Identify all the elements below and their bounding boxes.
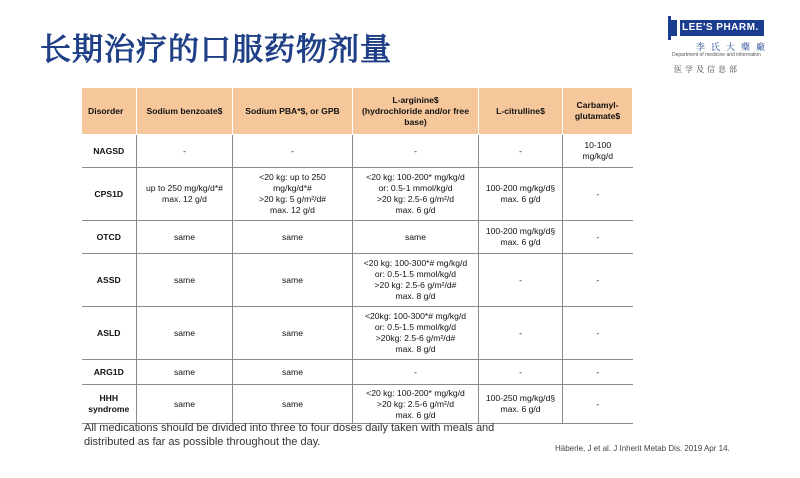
disorder-cell: HHH syndrome	[82, 385, 137, 424]
disorder-cell: OTCD	[82, 221, 137, 254]
table-cell: 100-200 mg/kg/d§ max. 6 g/d	[479, 168, 563, 221]
table-cell: -	[137, 135, 233, 168]
table-cell: same	[137, 221, 233, 254]
table-row	[82, 168, 633, 221]
table-cell: <20 kg: 100-200* mg/kg/d >20 kg: 2.5-6 g/m²/d max. 6 g/d	[353, 385, 479, 424]
table-row	[82, 307, 633, 360]
table-cell: same	[137, 254, 233, 307]
table-cell: same	[233, 307, 353, 360]
table-cell: up to 250 mg/kg/d*# max. 12 g/d	[137, 168, 233, 221]
table-cell: 100-250 mg/kg/d§ max. 6 g/d	[479, 385, 563, 424]
disorder-cell: ARG1D	[82, 360, 137, 385]
table-cell: 100-200 mg/kg/d§ max. 6 g/d	[479, 221, 563, 254]
header-sodium-benzoate: Sodium benzoate$	[137, 88, 233, 135]
table-cell: 10-100 mg/kg/d	[563, 135, 633, 168]
table-row	[82, 221, 633, 254]
table-cell: <20kg: 100-300*# mg/kg/d or: 0.5-1.5 mmol/kg/d >20kg: 2.5-6 g/m²/d# max. 8 g/d	[353, 307, 479, 360]
table-cell: -	[353, 135, 479, 168]
header-carbamylglutamate: Carbamyl- glutamate$	[563, 88, 633, 135]
company-logo	[668, 14, 780, 74]
citation: Häberle, J et al. J Inherit Metab Dis. 2019 Apr 14.	[555, 444, 730, 453]
table-cell: -	[563, 360, 633, 385]
table-cell: same	[233, 360, 353, 385]
logo-brand: LEE'S PHARM.	[668, 20, 764, 36]
table-cell: -	[233, 135, 353, 168]
disorder-cell: CPS1D	[82, 168, 137, 221]
table-cell: same	[137, 385, 233, 424]
header-sodium-pba: Sodium PBA*$, or GPB	[233, 88, 353, 135]
table-row	[82, 360, 633, 385]
header-l-arginine: L-arginine$ (hydrochloride and/or free base)	[353, 88, 479, 135]
table-cell: -	[353, 360, 479, 385]
table-row	[82, 385, 633, 424]
table-cell: -	[479, 135, 563, 168]
table-cell: <20 kg: 100-300*# mg/kg/d or: 0.5-1.5 mmol/kg/d >20 kg: 2.5-6 g/m²/d# max. 8 g/d	[353, 254, 479, 307]
disorder-cell: ASSD	[82, 254, 137, 307]
table-cell: -	[563, 307, 633, 360]
dosing-note: All medications should be divided into three to four doses daily taken with meals and distributed as far as possible throughout the day.	[84, 422, 495, 448]
header-l-citrulline: L-citrulline$	[479, 88, 563, 135]
logo-cn-name: 李氏大藥廠	[696, 43, 772, 53]
table-cell: -	[563, 385, 633, 424]
dosage-table	[81, 87, 633, 424]
header-disorder: Disorder	[82, 88, 137, 135]
table-cell: -	[563, 254, 633, 307]
table-cell: same	[233, 254, 353, 307]
page-title: 长期治疗的口服药物剂量	[40, 32, 392, 68]
table-cell: -	[563, 168, 633, 221]
table-cell: -	[479, 254, 563, 307]
logo-en-subtitle: Department of medicine and information	[672, 52, 761, 58]
table-cell: same	[233, 385, 353, 424]
disorder-cell: ASLD	[82, 307, 137, 360]
table-cell: same	[233, 221, 353, 254]
table-header-row	[82, 88, 633, 135]
table-cell: same	[353, 221, 479, 254]
table-cell: same	[137, 360, 233, 385]
logo-cn-subtitle: 医学及信息部	[674, 65, 740, 74]
table-cell: -	[479, 360, 563, 385]
table-cell: same	[137, 307, 233, 360]
disorder-cell: NAGSD	[82, 135, 137, 168]
table-cell: <20 kg: 100-200* mg/kg/d or: 0.5-1 mmol/kg/d >20 kg: 2.5-6 g/m²/d max. 6 g/d	[353, 168, 479, 221]
table-row	[82, 254, 633, 307]
table-cell: <20 kg: up to 250 mg/kg/d*# >20 kg: 5 g/m²/d# max. 12 g/d	[233, 168, 353, 221]
table-cell: -	[563, 221, 633, 254]
table-cell: -	[479, 307, 563, 360]
table-row	[82, 135, 633, 168]
logo-mark-icon	[668, 16, 680, 40]
